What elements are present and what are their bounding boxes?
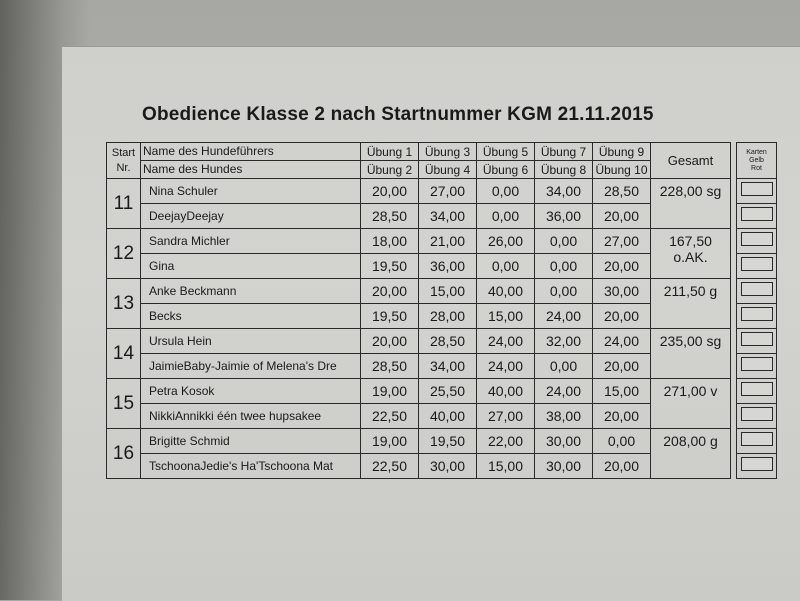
score-cell: 32,00 [535,329,593,354]
score-cell: 30,00 [535,429,593,454]
header-exercise-2: Übung 2 [361,161,419,179]
score-cell: 19,50 [361,304,419,329]
handler-name: Brigitte Schmid [141,429,361,454]
score-cell: 36,00 [419,254,477,279]
score-cell: 40,00 [419,404,477,429]
total-score-line2: o.AK. [673,249,708,265]
red-card-box[interactable] [741,457,773,471]
score-cell: 20,00 [593,454,651,479]
header-exercise-3: Übung 3 [419,143,477,161]
score-cell: 20,00 [361,279,419,304]
score-cell: 30,00 [535,454,593,479]
yellow-card-cell [737,429,777,454]
header-handler-name: Name des Hundeführers [141,143,361,161]
table-row [107,329,777,354]
score-cell: 24,00 [477,329,535,354]
red-card-cell [737,404,777,429]
score-cell: 19,50 [361,254,419,279]
score-cell: 24,00 [535,304,593,329]
dog-name: JaimieBaby-Jaimie of Melena's Dre [141,354,361,379]
total-score [651,379,731,429]
total-score [651,179,731,229]
score-cell: 24,00 [535,379,593,404]
handler-name: Anke Beckmann [141,279,361,304]
yellow-card-box[interactable] [741,382,773,396]
score-cell: 0,00 [535,354,593,379]
header-exercise-1: Übung 1 [361,143,419,161]
score-cell: 20,00 [593,304,651,329]
score-cell: 22,50 [361,454,419,479]
score-cell: 28,50 [361,354,419,379]
score-cell: 26,00 [477,229,535,254]
score-cell: 19,00 [361,429,419,454]
score-cell: 38,00 [535,404,593,429]
total-score-line1: 228,00 sg [659,183,722,199]
score-cell: 0,00 [477,254,535,279]
score-cell: 0,00 [535,229,593,254]
score-cell: 15,00 [419,279,477,304]
score-cell: 24,00 [477,354,535,379]
score-cell: 40,00 [477,279,535,304]
header-exercise-6: Übung 6 [477,161,535,179]
document-title: Obedience Klasse 2 nach Startnummer KGM 21.11.2015 [142,104,654,125]
score-cell: 15,00 [593,379,651,404]
score-cell: 40,00 [477,379,535,404]
score-cell: 22,50 [361,404,419,429]
header-exercise-10: Übung 10 [593,161,651,179]
yellow-card-cell [737,179,777,204]
results-table [106,142,777,479]
red-card-box[interactable] [741,207,773,221]
start-number: 13 [107,279,141,329]
header-cards-line3: Rot [751,164,762,172]
table-row [107,229,777,254]
handler-name: Nina Schuler [141,179,361,204]
score-cell: 24,00 [593,329,651,354]
header-cards [737,143,777,179]
table-row [107,279,777,304]
dog-name: Gina [141,254,361,279]
yellow-card-cell [737,229,777,254]
red-card-box[interactable] [741,307,773,321]
header-row-1 [107,143,777,161]
header-exercise-5: Übung 5 [477,143,535,161]
score-cell: 18,00 [361,229,419,254]
score-cell: 15,00 [477,454,535,479]
total-score [651,329,731,379]
score-cell: 30,00 [419,454,477,479]
start-number: 12 [107,229,141,279]
dog-name: DeejayDeejay [141,204,361,229]
start-number: 14 [107,329,141,379]
red-card-cell [737,304,777,329]
score-cell: 20,00 [593,404,651,429]
total-score-line1: 211,50 g [663,283,718,299]
score-cell: 15,00 [477,304,535,329]
header-start [107,143,141,179]
score-cell: 34,00 [419,204,477,229]
score-cell: 34,00 [419,354,477,379]
yellow-card-box[interactable] [741,182,773,196]
red-card-cell [737,354,777,379]
dog-name: TschoonaJedie's Ha'Tschoona Mat [141,454,361,479]
total-score [651,229,731,279]
header-exercise-4: Übung 4 [419,161,477,179]
score-cell: 22,00 [477,429,535,454]
yellow-card-box[interactable] [741,232,773,246]
score-cell: 28,00 [419,304,477,329]
score-cell: 20,00 [361,329,419,354]
header-total: Gesamt [651,143,731,179]
score-cell: 27,00 [419,179,477,204]
score-cell: 19,00 [361,379,419,404]
header-start-line1: Start [111,146,136,159]
score-cell: 34,00 [535,179,593,204]
red-card-cell [737,254,777,279]
score-cell: 20,00 [593,204,651,229]
header-exercise-7: Übung 7 [535,143,593,161]
score-cell: 21,00 [419,229,477,254]
header-cards-line2: Gelb [749,156,764,164]
red-card-box[interactable] [741,257,773,271]
score-cell: 28,50 [361,204,419,229]
score-cell: 0,00 [477,179,535,204]
total-score-line1: 208,00 g [663,433,718,449]
yellow-card-cell [737,279,777,304]
score-cell: 28,50 [593,179,651,204]
table-row [107,429,777,454]
score-cell: 20,00 [593,254,651,279]
yellow-card-box[interactable] [741,282,773,296]
score-cell: 0,00 [535,254,593,279]
red-card-box[interactable] [741,357,773,371]
score-cell: 0,00 [477,204,535,229]
total-score-line1: 235,00 sg [659,333,722,349]
dog-name: Becks [141,304,361,329]
header-start-line2: Nr. [116,161,131,174]
total-score-line1: 271,00 v [663,383,718,399]
score-cell: 30,00 [593,279,651,304]
table-row [107,379,777,404]
score-cell: 20,00 [593,354,651,379]
results-body [107,179,777,479]
header-dog-name: Name des Hundes [141,161,361,179]
score-cell: 25,50 [419,379,477,404]
score-cell: 19,50 [419,429,477,454]
score-cell: 27,00 [593,229,651,254]
score-cell: 0,00 [535,279,593,304]
handler-name: Sandra Michler [141,229,361,254]
score-cell: 36,00 [535,204,593,229]
red-card-cell [737,454,777,479]
header-exercise-9: Übung 9 [593,143,651,161]
total-score [651,279,731,329]
yellow-card-cell [737,379,777,404]
dog-name: NikkiAnnikki één twee hupsakee [141,404,361,429]
header-exercise-8: Übung 8 [535,161,593,179]
start-number: 11 [107,179,141,229]
start-number: 15 [107,379,141,429]
yellow-card-box[interactable] [741,432,773,446]
total-score-line1: 167,50 [669,233,712,249]
score-cell: 20,00 [361,179,419,204]
total-score [651,429,731,479]
handler-name: Ursula Hein [141,329,361,354]
yellow-card-box[interactable] [741,332,773,346]
red-card-cell [737,204,777,229]
start-number: 16 [107,429,141,479]
header-cards-line1: Karten [746,148,767,156]
score-cell: 28,50 [419,329,477,354]
table-row [107,179,777,204]
score-cell: 27,00 [477,404,535,429]
red-card-box[interactable] [741,407,773,421]
score-cell: 0,00 [593,429,651,454]
handler-name: Petra Kosok [141,379,361,404]
yellow-card-cell [737,329,777,354]
